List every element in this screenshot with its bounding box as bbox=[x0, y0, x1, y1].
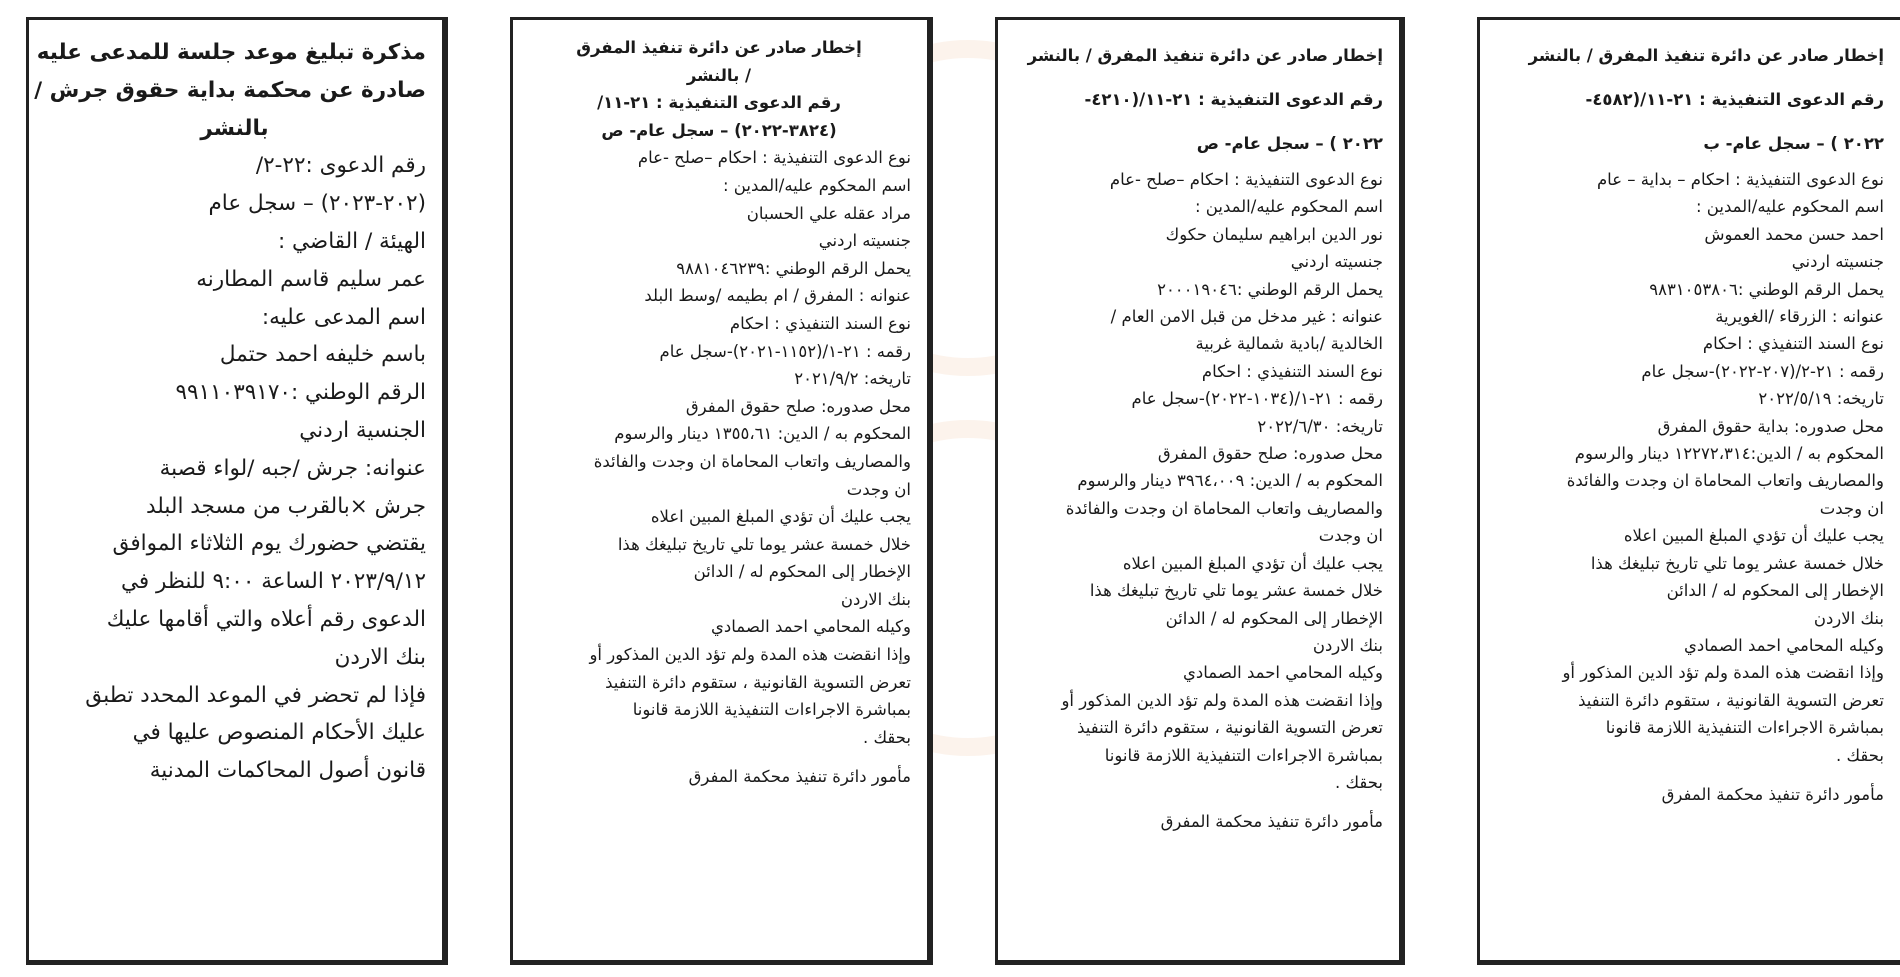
notice-body-line: بنك الاردن bbox=[840, 589, 911, 609]
notice-signature: مأمور دائرة تنفيذ محكمة المفرق bbox=[1661, 784, 1884, 804]
notice-title-line: مذكرة تبليغ موعد جلسة للمدعى عليه bbox=[36, 40, 426, 65]
notice-body-line: تعرض التسوية القانونية ، ستقوم دائرة التنفيذ bbox=[1578, 690, 1884, 710]
notice-body-line: يقتضي حضورك يوم الثلاثاء الموافق bbox=[112, 531, 426, 557]
notice-body-line: محل صدوره: بداية حقوق المفرق bbox=[1657, 416, 1884, 436]
notice-body-line: وكيله المحامي احمد الصمادي bbox=[1183, 663, 1383, 683]
notice-body-line: اسم المدعى عليه: bbox=[261, 304, 426, 330]
notice-execution-mafraq-4210 bbox=[995, 17, 1405, 965]
notice-title-line: رقم الدعوى التنفيذية : ٢١-١١/ bbox=[597, 93, 841, 113]
notice-body-line: المحكوم به / الدين: ١٣٥٥،٦١ دينار والرسوم bbox=[614, 424, 911, 444]
notice-body-line: بمباشرة الاجراءات التنفيذية اللازمة قانونا bbox=[1605, 718, 1884, 738]
notice-body-line: الجنسية اردني bbox=[299, 417, 426, 443]
notice-title-line: صادرة عن محكمة بداية حقوق جرش / bbox=[34, 77, 426, 103]
notice-body-line: الرقم الوطني :٩٩١١٠٣٩١٧٠ bbox=[175, 380, 426, 406]
notice-body-line: وإذا انقضت هذه المدة ولم تؤد الدين المذكور أو bbox=[589, 645, 911, 665]
notice-body-line: فإذا لم تحضر في الموعد المحدد تطبق bbox=[85, 682, 426, 708]
notice-body-line: محل صدوره: صلح حقوق المفرق bbox=[1157, 444, 1383, 464]
notice-title-line: إخطار صادر عن دائرة تنفيذ المفرق / بالنشر bbox=[1027, 46, 1383, 65]
notice-body-line: اسم المحكوم عليه/المدين : bbox=[1696, 197, 1884, 217]
notice-body-line: ان وجدت bbox=[846, 479, 911, 499]
notice-body-line: يحمل الرقم الوطني :٩٨٣١٠٥٣٨٠٦ bbox=[1649, 279, 1884, 299]
notice-body-line: خلال خمسة عشر يوما تلي تاريخ تبليغك هذا bbox=[1590, 553, 1884, 573]
notice-body-line: بنك الاردن bbox=[334, 644, 426, 670]
notice-body-line: وكيله المحامي احمد الصمادي bbox=[711, 617, 911, 637]
notice-body-line: مراد عقله علي الحسبان bbox=[746, 203, 911, 223]
notice-signature: مأمور دائرة تنفيذ محكمة المفرق bbox=[688, 767, 911, 787]
notice-body-line: يحمل الرقم الوطني :٢٠٠٠١٩٠٤٦ bbox=[1157, 279, 1383, 299]
notice-body-line: وإذا انقضت هذه المدة ولم تؤد الدين المذكور أو bbox=[1061, 690, 1383, 710]
notice-body-line: عمر سليم قاسم المطارنه bbox=[196, 266, 426, 292]
notice-body-line: نوع السند التنفيذي : احكام bbox=[1201, 361, 1383, 381]
notice-body-line: رقمه : ٢١-١/(١٠٣٤-٢٠٢٢)-سجل عام bbox=[1131, 389, 1383, 409]
notice-body-line: الدعوى رقم أعلاه والتي أقامها عليك bbox=[106, 606, 426, 632]
notice-body-line: بحقك . bbox=[1836, 745, 1884, 765]
notice-body-line: اسم المحكوم عليه/المدين : bbox=[1195, 197, 1383, 217]
notice-title-line: إخطار صادر عن دائرة تنفيذ المفرق bbox=[576, 38, 862, 57]
notice-title-line: رقم الدعوى التنفيذية : ٢١-١١/(٤٥٨٢- bbox=[1585, 90, 1884, 109]
notice-body-line: والمصاريف واتعاب المحاماة ان وجدت والفائدة bbox=[1566, 471, 1884, 491]
notice-body-line: بحقك . bbox=[1335, 772, 1383, 792]
notice-body-line: جنسيته اردني bbox=[1791, 252, 1884, 272]
notice-body-line: نوع السند التنفيذي : احكام bbox=[729, 313, 911, 333]
notice-body-line: (٢٠٢-٢٠٢٣) – سجل عام bbox=[208, 191, 426, 217]
notice-body-line: تاريخه: ٢٠٢٢/٥/١٩ bbox=[1758, 389, 1884, 409]
notice-body-line: تاريخه: ٢٠٢٢/٦/٣٠ bbox=[1257, 416, 1383, 436]
notice-body-line: ان وجدت bbox=[1318, 526, 1383, 546]
notice-body-line: جرش ×بالقرب من مسجد البلد bbox=[146, 493, 426, 519]
notice-body-line: يجب عليك أن تؤدي المبلغ المبين اعلاه bbox=[1122, 553, 1383, 573]
notice-title-line: رقم الدعوى التنفيذية : ٢١-١١/(٤٢١٠- bbox=[1084, 90, 1383, 109]
notice-title-line: (٣٨٢٤-٢٠٢٢) – سجل عام- ص bbox=[601, 120, 837, 140]
notice-body-line: ٢٠٢٣/٩/١٢ الساعة ٩:٠٠ للنظر في bbox=[120, 569, 426, 595]
notice-body-line: نوع السند التنفيذي : احكام bbox=[1702, 334, 1884, 354]
notice-title-line: / بالنشر bbox=[686, 65, 752, 85]
notice-body-line: الإخطار إلى المحكوم له / الدائن bbox=[693, 562, 911, 582]
notice-body-line: اسم المحكوم عليه/المدين : bbox=[723, 175, 911, 195]
notice-body-line: خلال خمسة عشر يوما تلي تاريخ تبليغك هذا bbox=[1089, 581, 1383, 601]
notice-title-line: إخطار صادر عن دائرة تنفيذ المفرق / بالنشر bbox=[1528, 46, 1884, 65]
notice-body-line: نوع الدعوى التنفيذية : احكام – بداية – عام bbox=[1596, 170, 1884, 189]
notice-title-line: ٢٠٢٢ ) – سجل عام- ص bbox=[1196, 134, 1383, 153]
notice-body-line: جنسيته اردني bbox=[1290, 252, 1383, 272]
notice-body-line: الخالدية /بادية شمالية غربية bbox=[1195, 334, 1383, 354]
notice-execution-mafraq-4582 bbox=[1477, 17, 1900, 965]
notice-body-line: رقمه : ٢١-٢/(٢٠٧-٢٠٢٢)-سجل عام bbox=[1641, 361, 1884, 381]
notice-body-line: المحكوم به / الدين: ٣٩٦٤،٠٠٩ دينار والرسوم bbox=[1077, 471, 1383, 491]
notice-body-line: الهيئة / القاضي : bbox=[277, 228, 426, 254]
notice-body-line: الإخطار إلى المحكوم له / الدائن bbox=[1165, 608, 1383, 628]
notice-body-line: نور الدين ابراهيم سليمان حكوك bbox=[1165, 224, 1383, 244]
notice-body-line: الإخطار إلى المحكوم له / الدائن bbox=[1666, 581, 1884, 601]
notice-body-line: جنسيته اردني bbox=[818, 231, 911, 251]
notice-body-line: احمد حسن محمد العموش bbox=[1704, 224, 1884, 244]
notice-body-line: عنوانه: جرش /جبه /لواء قصبة bbox=[159, 455, 426, 481]
notice-body-line: بمباشرة الاجراءات التنفيذية اللازمة قانونا bbox=[1104, 745, 1383, 765]
notice-execution-mafraq-3824 bbox=[510, 17, 933, 965]
notice-body-line: قانون أصول المحاكمات المدنية bbox=[149, 758, 426, 784]
notice-body-line: عنوانه : غير مدخل من قبل الامن العام / bbox=[1110, 307, 1383, 327]
notice-body-line: يجب عليك أن تؤدي المبلغ المبين اعلاه bbox=[1623, 526, 1884, 546]
notice-body-line: تعرض التسوية القانونية ، ستقوم دائرة التنفيذ bbox=[1077, 718, 1383, 738]
notice-body-line: يحمل الرقم الوطني :٩٨٨١٠٤٦٢٣٩ bbox=[676, 258, 911, 278]
notice-body-line: محل صدوره: صلح حقوق المفرق bbox=[685, 396, 911, 416]
notice-body-line: يجب عليك أن تؤدي المبلغ المبين اعلاه bbox=[650, 507, 911, 527]
notice-body-line: نوع الدعوى التنفيذية : احكام –صلح -عام bbox=[1109, 170, 1383, 189]
notice-body-line: عنوانه : المفرق / ام بطيمه /وسط البلد bbox=[644, 286, 911, 306]
notice-body-line: والمصاريف واتعاب المحاماة ان وجدت والفائدة bbox=[1065, 498, 1383, 518]
notice-hearing-summons bbox=[26, 17, 448, 965]
notice-body-line: نوع الدعوى التنفيذية : احكام –صلح -عام bbox=[637, 148, 911, 168]
notice-body-line: تاريخه: ٢٠٢١/٩/٢ bbox=[794, 369, 911, 389]
notice-signature: مأمور دائرة تنفيذ محكمة المفرق bbox=[1160, 812, 1383, 832]
notice-body-line: بحقك . bbox=[863, 727, 911, 747]
notice-title-line: بالنشر bbox=[200, 115, 269, 141]
notice-body-line: عنوانه : الزرقاء /الغويرية bbox=[1715, 307, 1884, 327]
notice-body-line: عليك الأحكام المنصوص عليها في bbox=[132, 720, 426, 746]
notice-body-line: رقمه : ٢١-١/(١١٥٢-٢٠٢١)-سجل عام bbox=[659, 341, 911, 361]
notice-body-line: رقم الدعوى :٢٢-٢/ bbox=[255, 153, 426, 179]
notice-body-line: وكيله المحامي احمد الصمادي bbox=[1684, 635, 1884, 655]
notice-body-line: خلال خمسة عشر يوما تلي تاريخ تبليغك هذا bbox=[617, 534, 911, 554]
notice-body-line: وإذا انقضت هذه المدة ولم تؤد الدين المذكور أو bbox=[1562, 663, 1884, 683]
notice-body-line: والمصاريف واتعاب المحاماة ان وجدت والفائدة bbox=[593, 451, 911, 471]
notice-title-line: ٢٠٢٢ ) – سجل عام- ب bbox=[1703, 134, 1884, 153]
notice-body-line: بنك الاردن bbox=[1312, 635, 1383, 655]
notice-body-line: ان وجدت bbox=[1819, 498, 1884, 518]
notice-body-line: بنك الاردن bbox=[1813, 608, 1884, 628]
notice-body-line: بمباشرة الاجراءات التنفيذية اللازمة قانونا bbox=[632, 700, 911, 720]
notice-body-line: تعرض التسوية القانونية ، ستقوم دائرة التنفيذ bbox=[605, 672, 911, 692]
notice-body-line: باسم خليفه احمد حتمل bbox=[219, 342, 426, 368]
notice-body-line: المحكوم به / الدين:١٢٢٧٢،٣١٤ دينار والرسوم bbox=[1574, 444, 1884, 464]
